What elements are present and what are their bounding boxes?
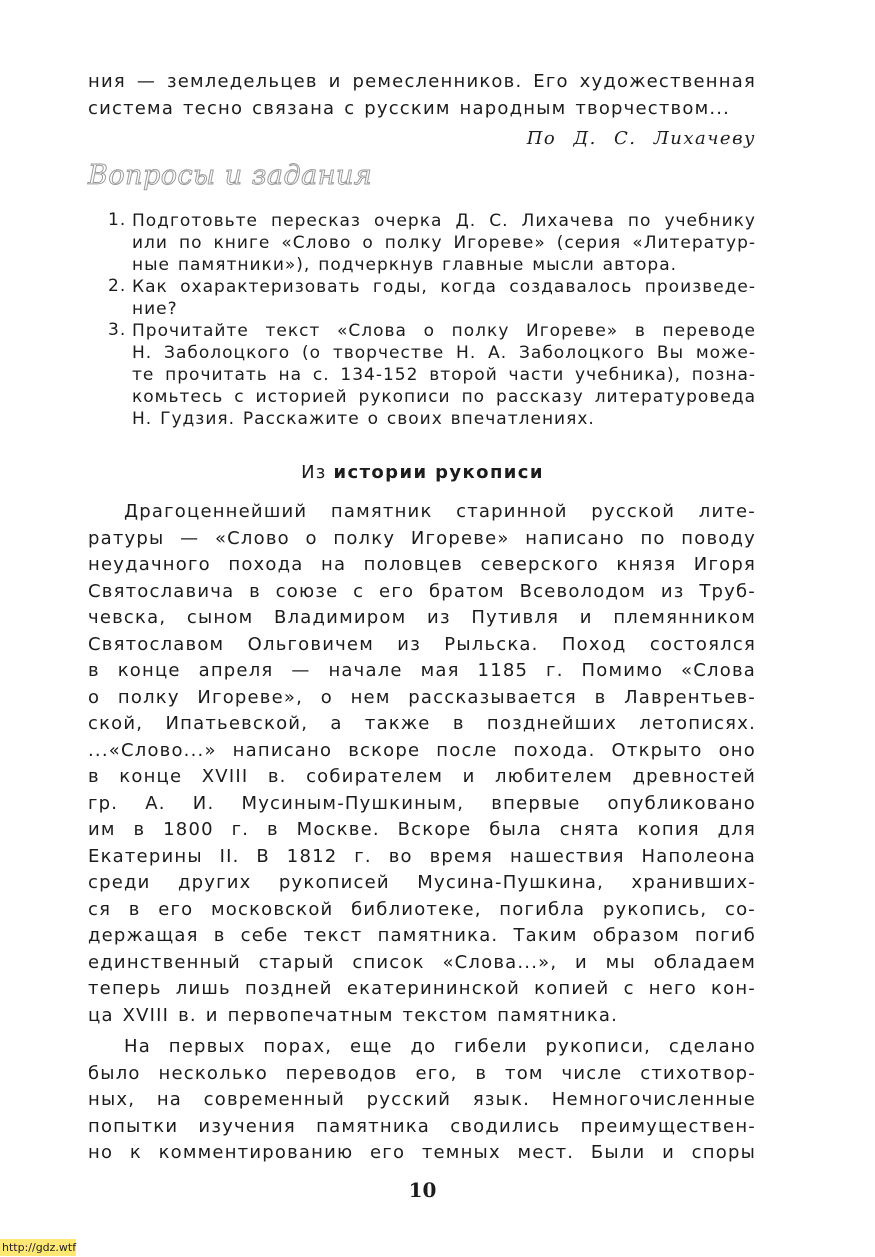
text-line: среди других рукописей Мусина-Пушкина, хранивших- (88, 872, 756, 893)
question-number: 2. (108, 276, 127, 296)
text-line: в конце XVIII в. собирателем и любителем древностей (88, 766, 756, 787)
text-line: Екатерины II. В 1812 г. во время нашествия Наполеона (88, 845, 756, 867)
page-number: 10 (408, 1178, 437, 1202)
text-line: ния — земледельцев и ремесленников. Его художественная (88, 71, 756, 92)
text-line: неудачного похода на половцев северского князя Игоря (88, 554, 756, 575)
text-line: в конце апреля — начале мая 1185 г. Помимо «Слова (88, 660, 756, 681)
text-line: система тесно связана с русским народным творчеством... (88, 97, 731, 119)
text-line: Н. Гудзия. Расскажите о своих впечатлениях. (132, 409, 595, 429)
text-line: им в 1800 г. в Москве. Вскоре была снята копия для (88, 819, 756, 840)
text-line: ных, на современный русский язык. Немногочисленные (88, 1089, 756, 1110)
paragraph (88, 499, 756, 1029)
intro-text (88, 69, 756, 122)
text-line: Как охарактеризовать годы, когда создавалось произведе- (132, 277, 756, 297)
text-line: гр. А. И. Мусиным-Пушкиным, впервые опубликовано (88, 792, 756, 814)
text-line: было несколько переводов его, в том числе стихотвор- (88, 1062, 756, 1084)
text-line: Святославича в союзе с его братом Всеволодом из Труб- (88, 580, 756, 602)
text-line: попытки изучения памятника сводились преимуществен- (88, 1115, 756, 1137)
section-title-prefix: Из (301, 462, 327, 483)
text-line: ние? (132, 299, 178, 319)
text-line: ся в его московской библиотеке, погибла рукопись, со- (88, 898, 756, 920)
section-title (0, 462, 845, 483)
text-line: но к комментированию его темных мест. Были и споры (88, 1142, 756, 1163)
text-line: Подготовьте пересказ очерка Д. С. Лихачева по учебнику (132, 211, 756, 231)
text-line: ца XVIII в. и первопечатным текстом памятника. (88, 1004, 619, 1026)
text-line: На первых порах, еще до гибели рукописи, сделано (124, 1036, 756, 1057)
text-line: единственный старый список «Слова...», и мы обладаем (88, 951, 756, 973)
question-number: 1. (108, 210, 127, 230)
text-line: ской, Ипатьевской, а также в позднейших летописях. (88, 713, 756, 734)
text-line: держащая в себе текст памятника. Таким образом погиб (88, 925, 756, 946)
watermark-link[interactable]: http://gdz.wtf (2, 1241, 77, 1254)
signature: По Д. С. Лихачеву (526, 128, 756, 149)
text-line: Драгоценнейший памятник старинной русской лите- (124, 501, 756, 522)
text-line: Прочитайте текст «Слова о полку Игореве» в переводе (132, 321, 756, 341)
text-line: ...«Слово...» написано вскоре после похода. Открыто оно (88, 739, 756, 761)
text-line: о полку Игореве», о нем рассказывается в Лаврентьев- (88, 686, 756, 708)
text-line: Святославом Ольговичем из Рыльска. Поход состоялся (88, 633, 756, 655)
text-line: те прочитать на с. 134-152 второй части учебника), позна- (132, 365, 756, 385)
text-line: ные памятники»), подчеркнув главные мысли автора. (132, 255, 678, 275)
text-line: ратуры — «Слово о полку Игореве» написано по поводу (88, 527, 756, 549)
text-line: теперь лишь поздней екатерининской копией с него кон- (88, 978, 756, 999)
text-line: или по книге «Слово о полку Игореве» (серия «Литератур- (132, 233, 756, 253)
paragraph (88, 1034, 756, 1167)
questions-heading: Вопросы и задания (88, 160, 373, 191)
text-line: Н. Заболоцкого (о творчестве Н. А. Заболоцкого Вы може- (132, 343, 756, 363)
text-line: комьтесь с историей рукописи по рассказу литературоведа (132, 387, 756, 407)
section-title-bold: истории рукописи (333, 462, 544, 483)
question-number: 3. (108, 320, 127, 340)
text-line: чевска, сыном Владимиром из Путивля и племянником (88, 607, 756, 628)
